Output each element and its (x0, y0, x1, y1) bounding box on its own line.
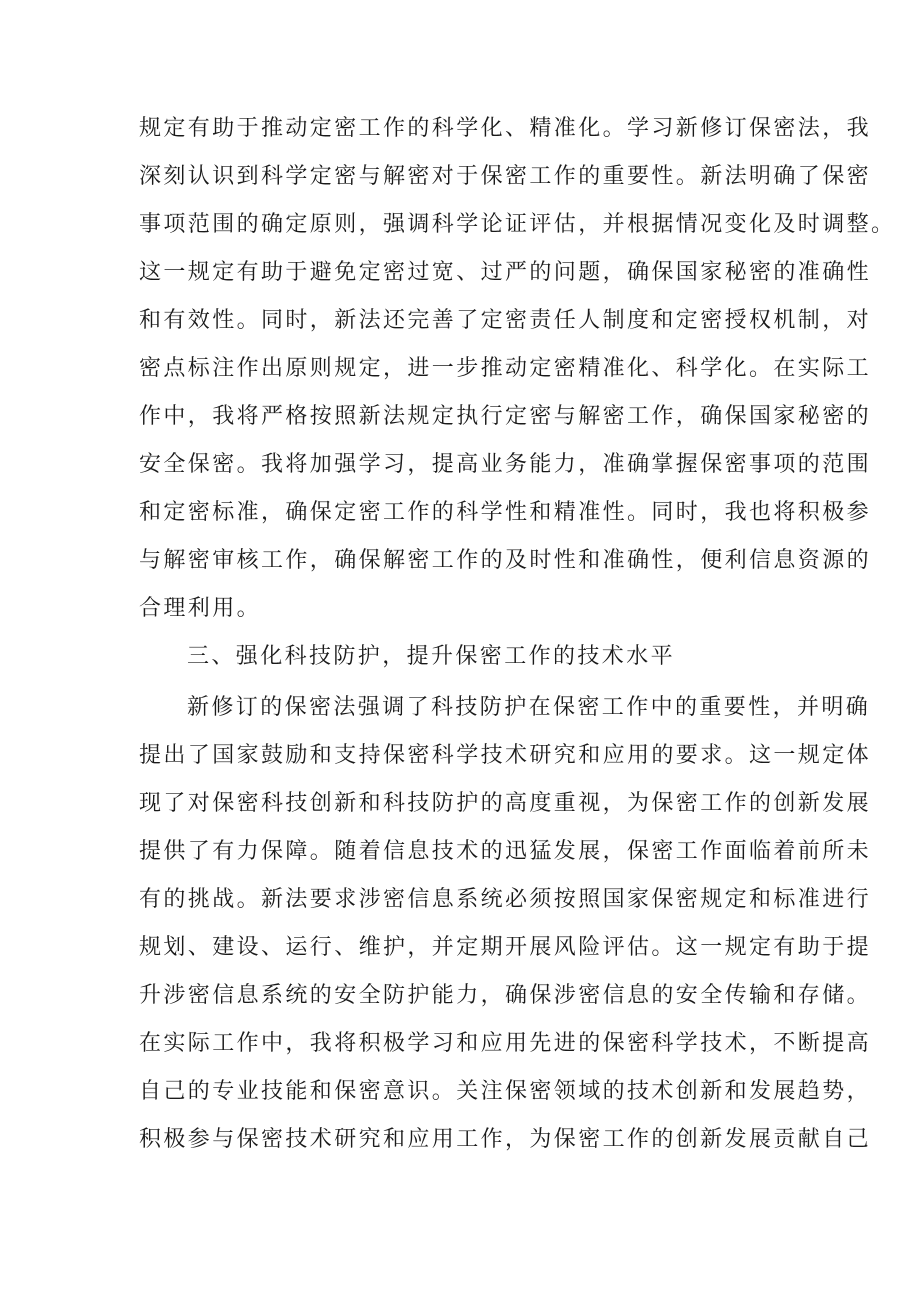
text-line: 有的挑战。新法要求涉密信息系统必须按照国家保密规定和标准进行 (139, 887, 872, 912)
text-line: 在实际工作中，我将积极学习和应用先进的保密科学技术，不断提高 (139, 1031, 872, 1056)
text-line: 提出了国家鼓励和支持保密科学技术研究和应用的要求。这一规定体 (139, 743, 872, 768)
text-line: 自己的专业技能和保密意识。关注保密领域的技术创新和发展趋势， (139, 1079, 872, 1104)
text-line: 积极参与保密技术研究和应用工作，为保密工作的创新发展贡献自己 (139, 1127, 872, 1152)
text-line: 这一规定有助于避免定密过宽、过严的问题，确保国家秘密的准确性 (139, 260, 872, 285)
section-heading: 三、强化科技防护，提升保密工作的技术水平 (187, 644, 676, 669)
text-line: 和定密标准，确保定密工作的科学性和精准性。同时，我也将积极参 (139, 500, 872, 525)
text-line: 安全保密。我将加强学习，提高业务能力，准确掌握保密事项的范围 (139, 452, 872, 477)
text-line: 规划、建设、运行、维护，并定期开展风险评估。这一规定有助于提 (139, 935, 872, 960)
text-line: 新修订的保密法强调了科技防护在保密工作中的重要性，并明确 (187, 695, 871, 720)
text-line: 和有效性。同时，新法还完善了定密责任人制度和定密授权机制，对 (139, 308, 872, 333)
text-line: 深刻认识到科学定密与解密对于保密工作的重要性。新法明确了保密 (139, 164, 872, 189)
text-line: 密点标注作出原则规定，进一步推动定密精准化、科学化。在实际工 (139, 356, 872, 381)
text-line: 与解密审核工作，确保解密工作的及时性和准确性，便利信息资源的 (139, 548, 872, 573)
text-line: 升涉密信息系统的安全防护能力，确保涉密信息的安全传输和存储。 (139, 983, 872, 1008)
text-line: 作中，我将严格按照新法规定执行定密与解密工作，确保国家秘密的 (139, 404, 872, 429)
text-line: 提供了有力保障。随着信息技术的迅猛发展，保密工作面临着前所未 (139, 839, 872, 864)
text-line: 合理利用。 (139, 596, 262, 621)
text-line: 现了对保密科技创新和科技防护的高度重视，为保密工作的创新发展 (139, 791, 872, 816)
text-line: 事项范围的确定原则，强调科学论证评估，并根据情况变化及时调整。 (139, 212, 896, 237)
text-line: 规定有助于推动定密工作的科学化、精准化。学习新修订保密法，我 (139, 116, 872, 141)
